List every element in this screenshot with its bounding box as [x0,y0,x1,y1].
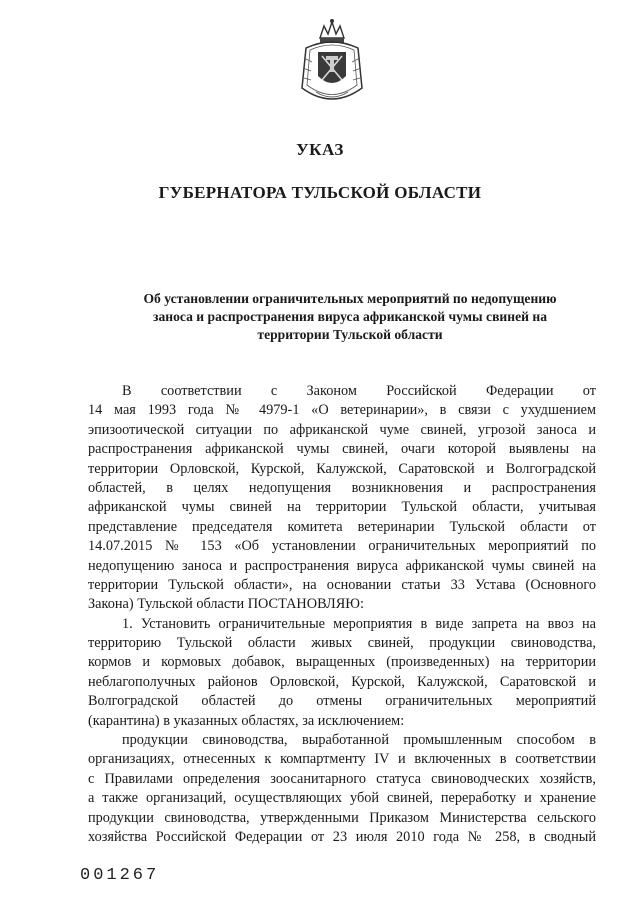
decree-title: УКАЗ [296,140,344,159]
body-line: 14.07.2015 № 153 «Об установлении ограничительных мероприятий по [88,538,596,555]
body-line: областей, в целях недопущения возникновения и распространения [88,479,596,496]
decree-body [88,382,596,847]
body-line: (карантина) в указанных областях, за исключением: [88,712,405,729]
decree-heading [100,290,600,344]
decree-issuer: ГУБЕРНАТОРА ТУЛЬСКОЙ ОБЛАСТИ [158,183,482,202]
coat-of-arms-icon [296,18,368,106]
body-line: Закона) Тульской области ПОСТАНОВЛЯЮ: [88,596,364,613]
body-line: территории Тульской области», на основании статьи 33 Устава (Основного [88,576,596,593]
body-line: В соответствии с Законом Российской Федерации от [122,383,596,399]
body-line: недопущению заноса и распространения вируса африканской чумы свиней на [88,557,596,574]
body-line: распространения африканской чумы свиней, очаги которой выявлены на [88,441,596,458]
body-line: а также организаций, осуществляющих убой свиней, переработку и хранение [88,790,596,807]
heading-line: территории Тульской области [257,327,443,342]
body-line: 1. Установить ограничительные мероприятия в виде запрета на ввоз на [122,615,596,632]
body-line: хозяйства Российской Федерации от 23 июля 2010 года № 258, в сводный [88,828,596,845]
body-line: Волгоградской областей до отмены ограничительных мероприятий [88,693,596,710]
body-line: продукции свиноводства, выработанной промышленным способом в [122,732,596,749]
body-line: эпизоотической ситуации по африканской чуме свиней, угрозой заноса и [88,421,596,438]
body-line: неблагополучных районов Орловской, Курской, Калужской, Саратовской и [88,673,596,690]
body-line: с Правилами определения зоосанитарного статуса свиноводческих хозяйств, [88,770,596,787]
heading-line: заноса и распространения вируса африканской чумы свиней на [153,309,547,324]
body-line: кормов и кормовых добавок, выращенных (произведенных) на территории [88,654,596,671]
body-line: представление председателя комитета ветеринарии Тульской области от [88,518,596,535]
body-line: 14 мая 1993 года № 4979-1 «О ветеринарии», в связи с ухудшением [88,402,596,419]
body-line: территории Орловской, Курской, Калужской, Саратовской и Волгоградской [88,460,596,477]
body-line: продукции свиноводства, утвержденными Приказом Министерства сельского [88,809,596,826]
body-line: организациях, отнесенных к компартменту IV и включенных в соответствии [88,751,596,768]
body-line: африканской чумы свиней на территории Тульской области, учитывая [88,499,596,516]
document-number: 001267 [80,866,160,885]
body-line: территорию Тульской области живых свиней, продукции свиноводства, [88,635,596,652]
heading-line: Об установлении ограничительных мероприятий по недопущению [143,291,557,306]
